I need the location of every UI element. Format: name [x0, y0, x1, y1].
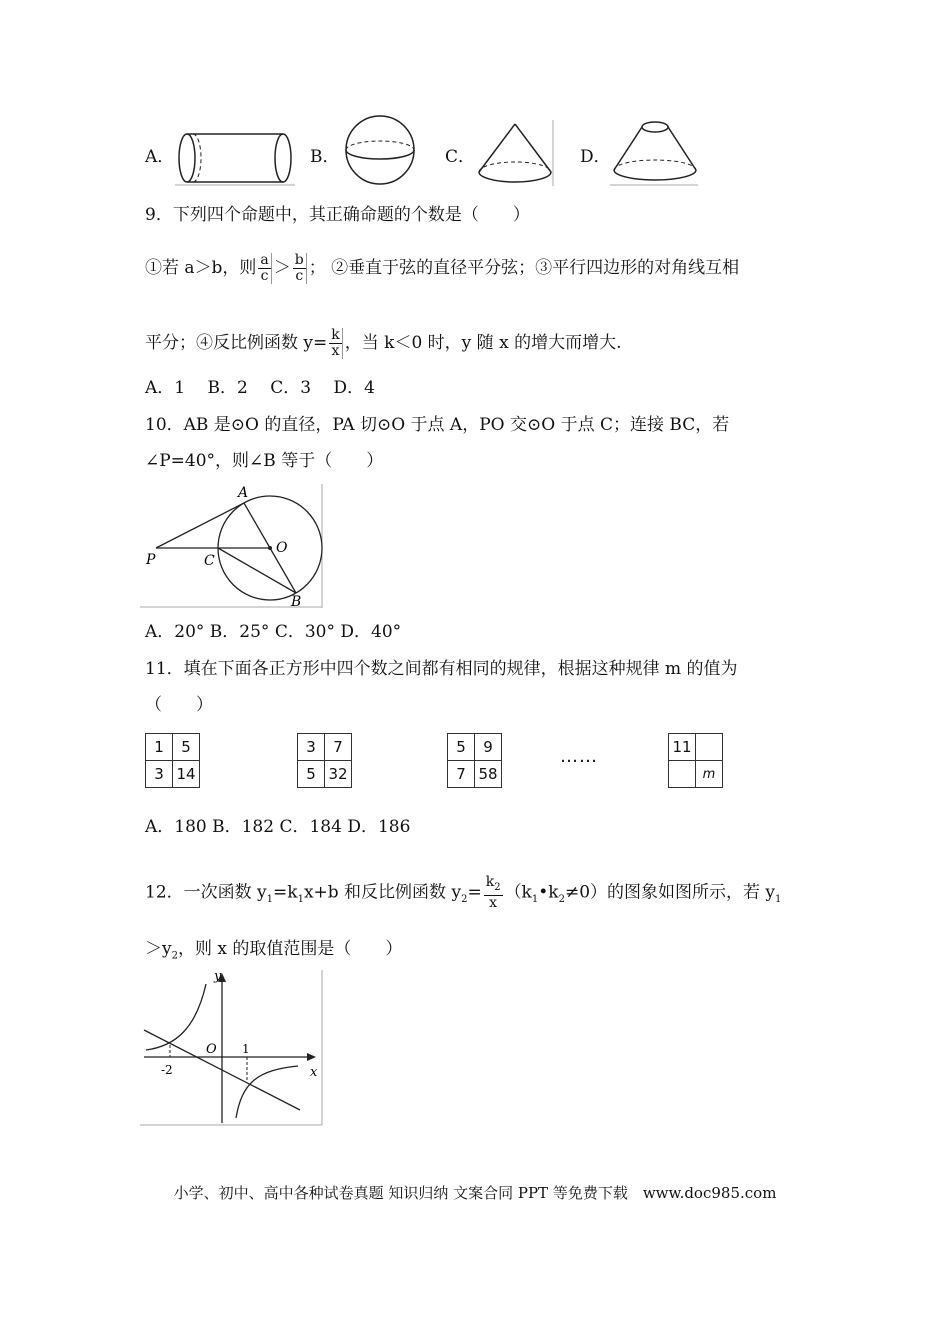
q9-frac-b-c: $\frac{b}{c}$ [293, 253, 307, 284]
option-c-label: C． [445, 147, 476, 167]
q10-circle-diagram [140, 480, 325, 610]
number-square-4 [668, 733, 723, 788]
option-a-label: A． [145, 147, 175, 167]
q10-answers: A．20° B．25° C．30° D．40° [145, 622, 402, 642]
q12-line1: 12．一次函数 $y_1=k_1x+b$ 和反比例函数 $y_2=$ $\frac{k_2}{x}$ $(k_1•k_2\ne 0)$的图象如图所示，若 $y_1$ [145, 874, 782, 911]
q10-line1: 10．AB 是⊙O 的直径，PA 切⊙O 于点 A，PO 交⊙O 于点 C；连接 BC，若 [145, 415, 730, 435]
square-cell: 5 [448, 734, 475, 761]
x-axis-label: x [310, 1065, 318, 1080]
square-cell: 58 [475, 761, 502, 788]
q9-line2 [145, 328, 621, 359]
q9-frac-k-x: $\frac{k}{x}$ [329, 328, 342, 359]
number-square-3 [447, 733, 502, 788]
square-cell [669, 761, 696, 788]
q9-gt: ＞ [273, 258, 291, 278]
q9-s1-pre: ①若 a＞b，则 [145, 258, 257, 278]
square-cell: 9 [475, 734, 502, 761]
point-b-label: B [291, 594, 302, 610]
q11-answers: A．180 B．182 C．184 D．186 [145, 817, 411, 837]
square-cell: 7 [448, 761, 475, 788]
square-cell: 14 [173, 761, 200, 788]
square-cell: 5 [173, 734, 200, 761]
point-a-label: A [238, 485, 249, 501]
number-square-1 [145, 733, 200, 788]
q9-line1 [145, 253, 739, 284]
point-o-label: O [276, 540, 288, 556]
frustum-figure [610, 118, 700, 188]
ellipsis: …… [560, 746, 598, 767]
point-c-label: C [204, 553, 215, 569]
square-cell: 1 [146, 734, 173, 761]
number-square-2 [297, 733, 352, 788]
q9-s2-post: ，当 k＜0 时，y 随 x 的增大而增大. [344, 333, 622, 353]
q12-frac-k2-x: $\frac{k_2}{x}$ [485, 874, 501, 911]
option-d-label: D． [580, 147, 611, 167]
q9-frac-a-c: $\frac{a}{c}$ [258, 253, 271, 284]
q10-line2: ∠P=40°，则∠B 等于（ ） [145, 451, 384, 471]
square-cell: m [696, 761, 723, 788]
page-footer: 小学、初中、高中各种试卷真题 知识归纳 文案合同 PPT 等免费下载 www.doc985.com [173, 1184, 777, 1202]
square-cell: 5 [298, 761, 325, 788]
q11-line2: （ ） [145, 695, 213, 715]
square-cell [696, 734, 723, 761]
origin-label: O [206, 1042, 217, 1057]
q9-answers: A．1 B．2 C．3 D．4 [145, 378, 375, 398]
square-cell: 7 [325, 734, 352, 761]
q9-stem: 9．下列四个命题中，其正确命题的个数是（ ） [145, 205, 530, 225]
tick-1-label: 1 [242, 1042, 250, 1056]
q12-line2: $>y_2$，则 x 的取值范围是（ ） [145, 939, 403, 962]
tick-neg2-label: -2 [161, 1063, 173, 1077]
q9-s1-post: ； ②垂直于弦的直径平分弦；③平行四边形的对角线互相 [308, 258, 740, 278]
sphere-figure [340, 114, 420, 188]
point-p-label: P [146, 552, 156, 568]
q11-line1: 11．填在下面各正方形中四个数之间都有相同的规律，根据这种规律 m 的值为 [145, 659, 738, 679]
square-cell: 3 [146, 761, 173, 788]
y-axis-label: y [214, 969, 222, 984]
option-b-label: B． [310, 147, 340, 167]
q12-function-graph [140, 968, 325, 1128]
q9-s2-pre: 平分；④反比例函数 y= [145, 333, 328, 353]
square-cell: 11 [669, 734, 696, 761]
square-cell: 32 [325, 761, 352, 788]
cone-figure [475, 120, 555, 188]
cylinder-figure [175, 128, 295, 188]
square-cell: 3 [298, 734, 325, 761]
